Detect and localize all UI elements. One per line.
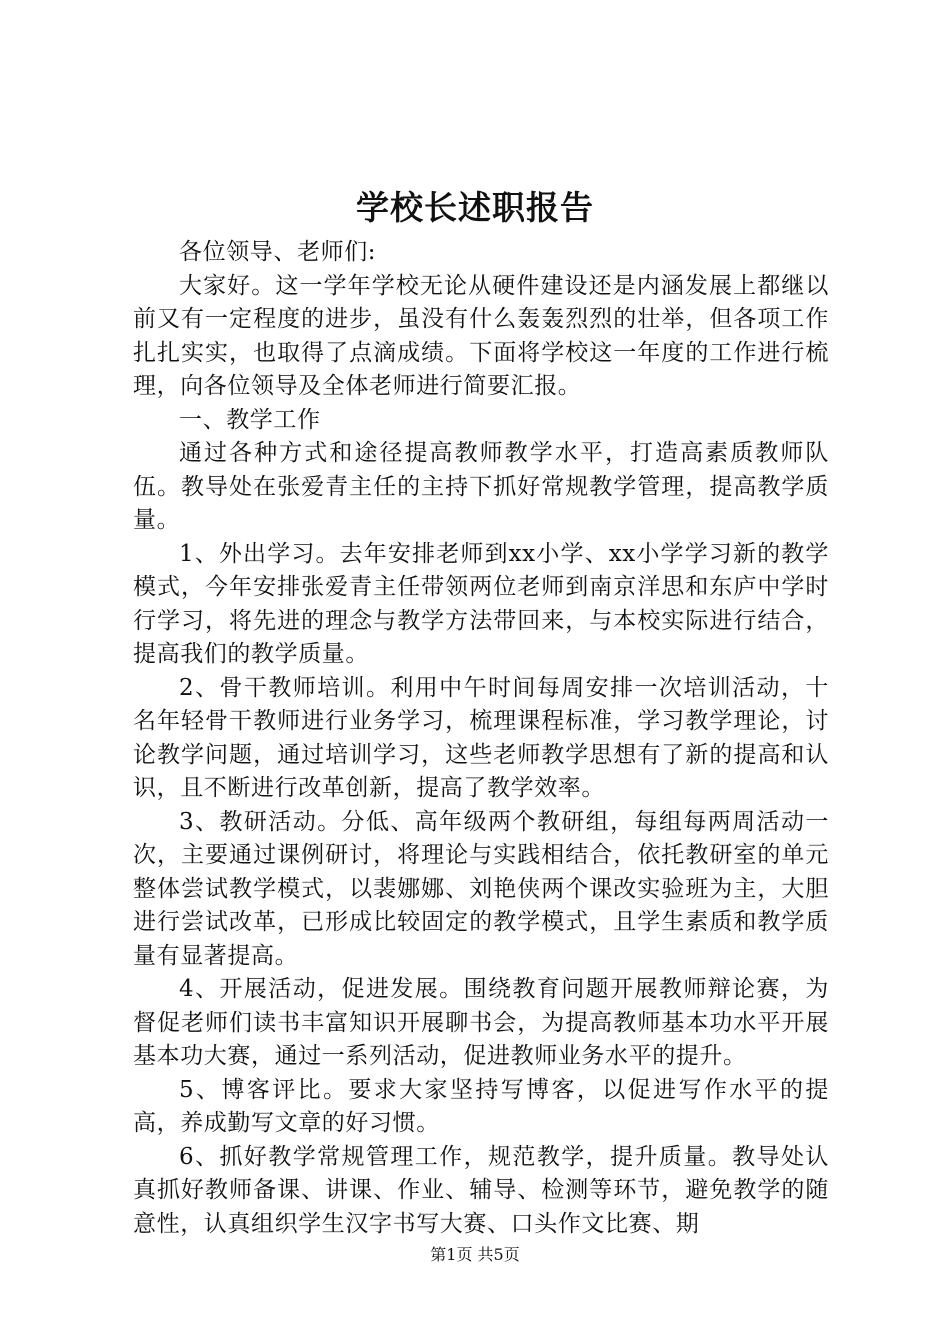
- intro-paragraph: 大家好。这一学年学校无论从硬件建设还是内涵发展上都继以前又有一定程度的进步，虽没有什么轰轰烈烈的壮举，但各项工作扎扎实实，也取得了点滴成绩。下面将学校这一年度的工作进行梳理，向各位领导及全体老师进行简要汇报。: [133, 272, 829, 399]
- document-body: [133, 236, 829, 1241]
- item-6-paragraph: 6、抓好教学常规管理工作，规范教学，提升质量。教导处认真抓好教师备课、讲课、作业、辅导、检测等环节，避免教学的随意性，认真组织学生汉字书写大赛、口头作文比赛、期: [133, 1143, 829, 1237]
- item-3-paragraph: 3、教研活动。分低、高年级两个教研组，每组每两周活动一次，主要通过课例研讨，将理论与实践相结合，依托教研室的单元整体尝试教学模式，以裴娜娜、刘艳侠两个课改实验班为主，大胆进行尝试改革，已形成比较固定的教学模式，且学生素质和教学质量有显著提高。: [133, 808, 829, 969]
- item-5-paragraph: 5、博客评比。要求大家坚持写博客，以促进写作水平的提高，养成勤写文章的好习惯。: [133, 1076, 829, 1136]
- item-1-paragraph: 1、外出学习。去年安排老师到xx小学、xx小学学习新的教学模式，今年安排张爱青主任带领两位老师到南京洋思和东庐中学时行学习，将先进的理念与教学方法带回来，与本校实际进行结合，提高我们的教学质量。: [133, 540, 829, 667]
- teaching-overview-paragraph: 通过各种方式和途径提高教师教学水平，打造高素质教师队伍。教导处在张爱青主任的主持下抓好常规教学管理，提高教学质量。: [133, 440, 829, 533]
- section-heading-teaching: 一、教学工作: [179, 406, 321, 433]
- document-title: 学校长述职报告: [356, 188, 594, 227]
- item-2-paragraph: 2、骨干教师培训。利用中午时间每周安排一次培训活动，十名年轻骨干教师进行业务学习，梳理课程标准，学习教学理论，讨论教学问题，通过培训学习，这些老师教学思想有了新的提高和认识，且不断进行改革创新，提高了教学效率。: [133, 674, 829, 801]
- page-footer: 第1页 共5页: [430, 1245, 520, 1264]
- item-4-paragraph: 4、开展活动，促进发展。围绕教育问题开展教师辩论赛，为督促老师们读书丰富知识开展聊书会，为提高教师基本功水平开展基本功大赛，通过一系列活动，促进教师业务水平的提升。: [133, 976, 829, 1069]
- greeting-paragraph: 各位领导、老师们:: [179, 239, 377, 265]
